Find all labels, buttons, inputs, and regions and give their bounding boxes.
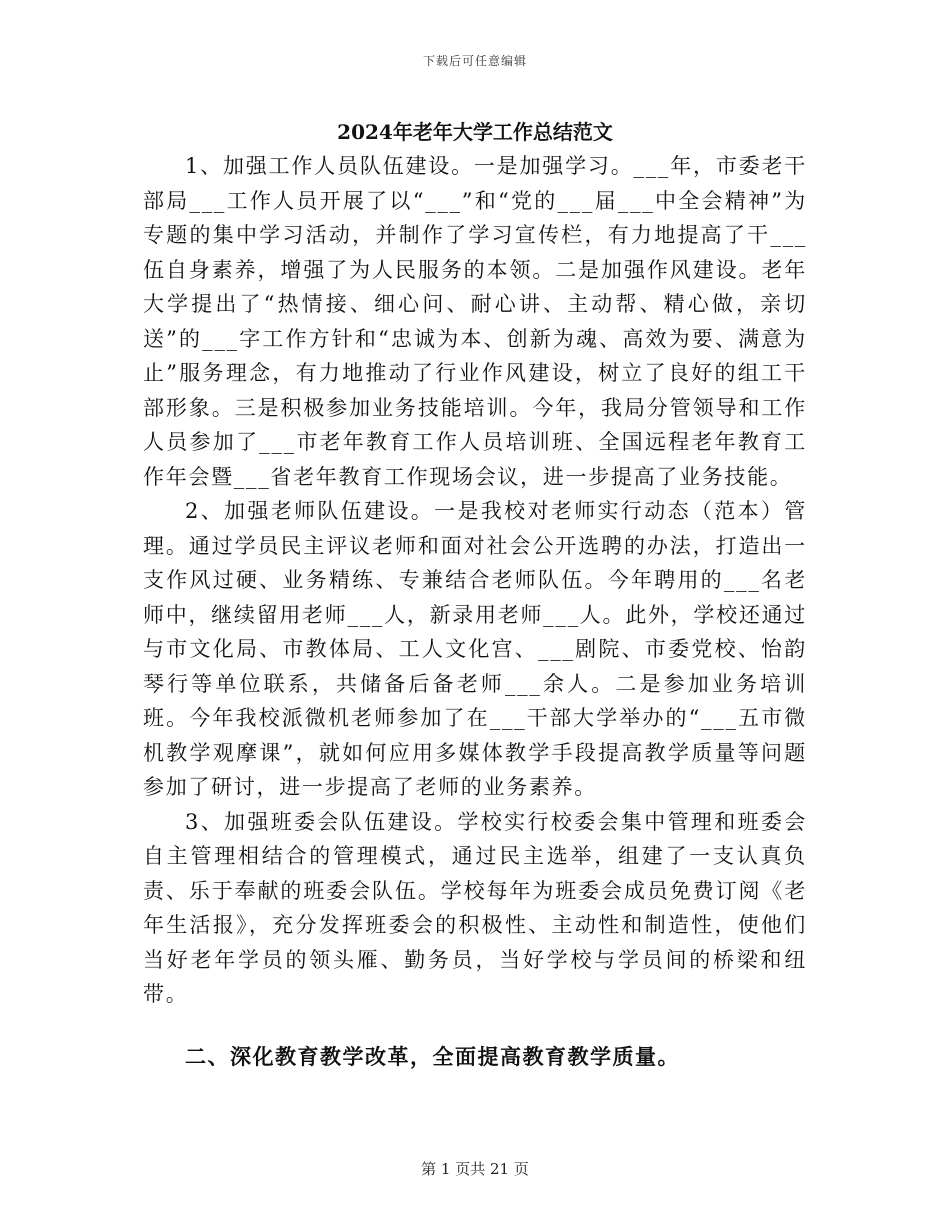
page-footer: 第 1 页共 21 页 — [421, 1160, 529, 1178]
header-note: 下载后可任意编辑 — [422, 54, 527, 68]
section-heading: 二、深化教育教学改革，全面提高教育教学质量。 — [185, 1044, 680, 1069]
paragraph-staff-team: 1、加强工作人员队伍建设。一是加强学习。___年，市委老干部局___工作人员开展了以“___”和“党的___届___中全会精神”为专题的集中学习活动，并制作了学习宣传栏，有力地提高了干___伍自身素养，增强了为人民服务的本领。二是加强作风建设。老年大学提出了“热情接、细心问、耐心讲、主动帮、精心做，亲切送”的___字工作方针和“忠诚为本、创新为魂、高效为要、满意为止”服务理念，有力地推动了行业作风建设，树立了良好的组工干部形象。三是积极参加业务技能培训。今年，我局分管领导和工作人员参加了___市老年教育工作人员培训班、全国远程老年教育工作年会暨___省老年教育工作现场会议，进一步提高了业务技能。 — [143, 154, 807, 489]
document-body — [143, 149, 807, 1012]
paragraph-class-committee: 3、加强班委会队伍建设。学校实行校委会集中管理和班委会自主管理相结合的管理模式，通过民主选举，组建了一支认真负责、乐于奉献的班委会队伍。学校每年为班委会成员免费订阅《老年生活报》，充分发挥班委会的积极性、主动性和制造性，使他们当好老年学员的领头雁、勤务员，当好学校与学员间的桥梁和纽带。 — [143, 809, 807, 1006]
document-title: 2024年老年大学工作总结范文 — [337, 120, 613, 144]
paragraph-teacher-team: 2、加强老师队伍建设。一是我校对老师实行动态（范本）管理。通过学员民主评议老师和面对社会公开选聘的办法，打造出一支作风过硬、业务精练、专兼结合老师队伍。今年聘用的___名老师中，继续留用老师___人，新录用老师___人。此外，学校还通过与市文化局、市教体局、工人文化宫、___剧院、市委党校、怡韵琴行等单位联系，共储备后备老师___余人。二是参加业务培训班。今年我校派微机老师参加了在___干部大学举办的“___五市微机教学观摩课”，就如何应用多媒体教学手段提高教学质量等问题参加了研讨，进一步提高了老师的业务素养。 — [143, 499, 807, 799]
